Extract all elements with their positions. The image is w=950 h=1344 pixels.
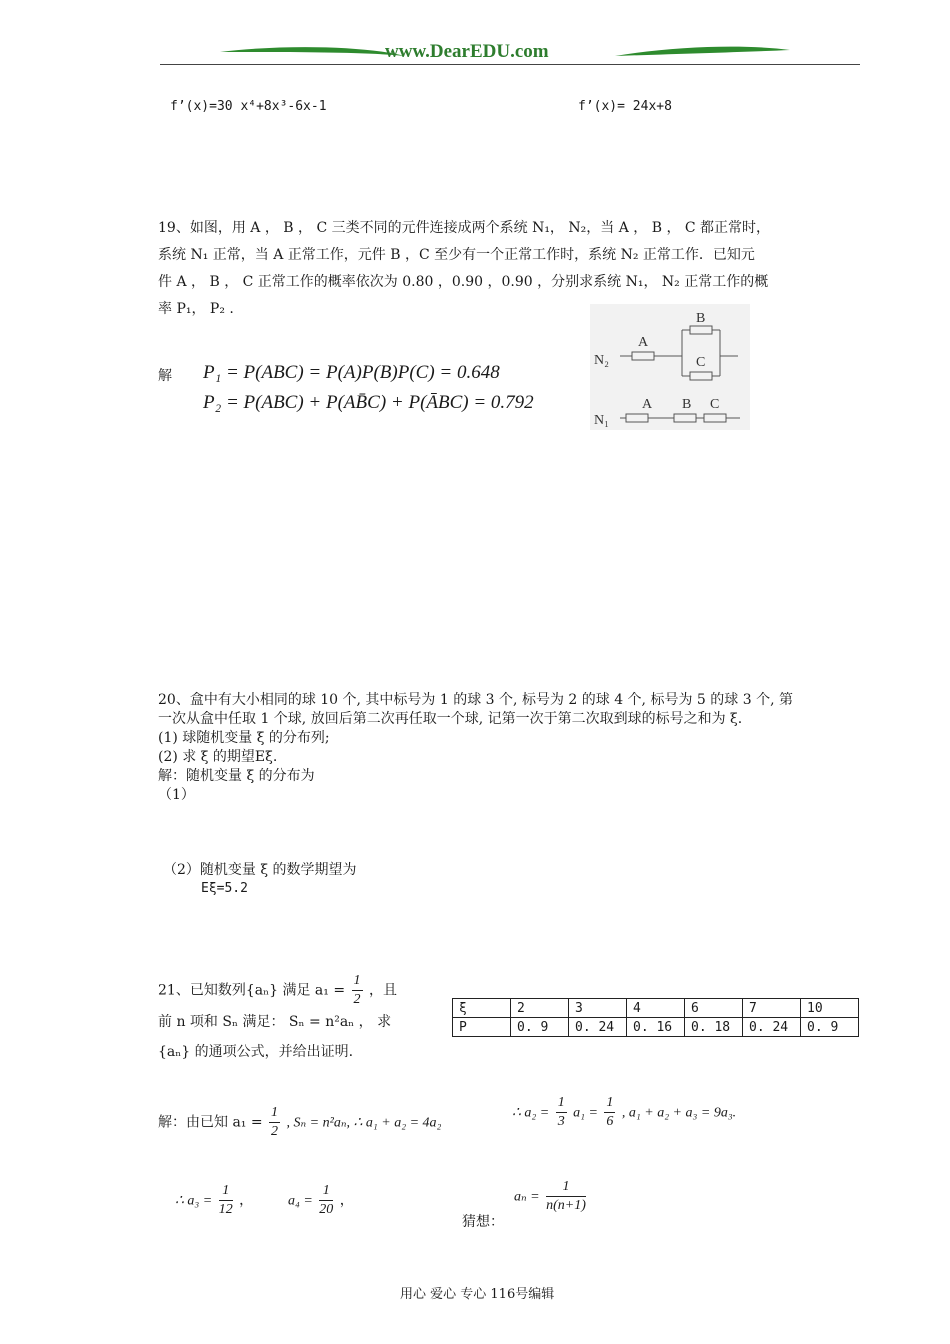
- fraction-one-sixth: [604, 1094, 615, 1131]
- step2-mid: a₁ =: [573, 1105, 598, 1121]
- header-rule: [160, 64, 860, 65]
- q19-line2: 系统 N₁ 正常，当 A 正常工作，元件 B ，C 至少有一个正常工作时，系统 N₂ 正常工作．已知元: [158, 247, 755, 263]
- q21-line2: 前 n 项和 Sₙ 满足： Sₙ = n²aₙ ， 求: [158, 1014, 392, 1030]
- table-cell: 6: [685, 999, 743, 1018]
- q19-line3: 件 A ， B ， C 正常工作的概率依次为 0.80 ，0.90 ，0.90 ，分别求系统 N₁， N₂ 正常工作的概: [158, 274, 769, 290]
- step2-end: , a₁ + a₂ + a₃ = 9a₃.: [621, 1105, 737, 1121]
- frac-num: 1: [604, 1094, 615, 1113]
- frac-num: 1: [319, 1182, 333, 1201]
- frac-num: 1: [352, 972, 363, 991]
- q21-intro-text: 21、已知数列{aₙ} 满足 a₁ =: [158, 982, 346, 999]
- table-cell: 10: [801, 999, 859, 1018]
- frac-den: 6: [606, 1114, 614, 1129]
- q20-line1: 20、盒中有大小相同的球 10 个, 其中标号为 1 的球 3 个, 标号为 2 的球 4 个, 标号为 5 的球 3 个, 第: [158, 692, 793, 708]
- table-cell: 0. 9: [801, 1018, 859, 1037]
- diagram-label-a-bottom: A: [642, 397, 653, 412]
- banner-swoosh-left: [220, 47, 405, 56]
- table-cell: 3: [569, 999, 627, 1018]
- q21-guess: [514, 1178, 588, 1215]
- fraction-one-half: [352, 972, 363, 1009]
- distribution-table: [452, 998, 859, 1037]
- q21-solution-step2: [512, 1094, 736, 1131]
- table-cell: ξ: [453, 999, 511, 1018]
- guess-lhs: aₙ =: [514, 1189, 540, 1205]
- diagram-label-n2: N₂: [594, 353, 609, 368]
- q21-intro-end: ，且: [368, 982, 397, 999]
- table-cell: 0. 18: [685, 1018, 743, 1037]
- q19-eq2: P₂ = P(ABC) + P(AB̄C) + P(ĀBC) = 0.792: [203, 392, 534, 413]
- table-cell: P: [453, 1018, 511, 1037]
- fraction-guess: [546, 1178, 586, 1215]
- fraction-one-half: [269, 1104, 280, 1141]
- q19-solution-label: 解: [158, 368, 172, 384]
- fraction-one-twentieth: [319, 1182, 333, 1219]
- frac-num: 1: [546, 1178, 586, 1197]
- frac-den: 2: [271, 1124, 279, 1139]
- banner-swoosh-right: [615, 47, 790, 56]
- guess-label: 猜想：: [462, 1214, 504, 1230]
- frac-den: 2: [353, 992, 361, 1007]
- frac-den: 20: [319, 1202, 334, 1217]
- deriv-right: f’(x)= 24x+8: [578, 99, 672, 114]
- frac-num: 1: [556, 1094, 567, 1113]
- table-cell: 0. 16: [627, 1018, 685, 1037]
- frac-den: n(n+1): [546, 1198, 586, 1213]
- q20-line4: (2) 求 ξ 的期望Eξ.: [158, 749, 278, 765]
- table-cell: 0. 24: [569, 1018, 627, 1037]
- a3-prefix: ∴ a₃ =: [175, 1193, 213, 1209]
- q20-expectation: Eξ=5.2: [201, 881, 248, 896]
- table-cell: 4: [627, 999, 685, 1018]
- q19-eq1: P₁ = P(ABC) = P(A)P(B)P(C) = 0.648: [203, 362, 500, 383]
- q19-line1: 19、如图，用 A ， B ， C 三类不同的元件连接成两个系统 N₁， N₂，当 A ， B ， C 都正常时，: [158, 220, 771, 236]
- solution-mid: , Sₙ = n²aₙ, ∴ a₁ + a₂ = 4a₂: [286, 1115, 442, 1131]
- circuit-diagram: [590, 304, 750, 430]
- diagram-label-c-top: C: [696, 355, 706, 370]
- q20-line5: 解：随机变量 ξ 的分布为: [158, 768, 315, 784]
- diagram-label-a-top: A: [638, 335, 649, 350]
- fraction-one-third: [556, 1094, 567, 1131]
- q20-line3: (1) 球随机变量 ξ 的分布列;: [158, 730, 330, 746]
- q21-a4: [288, 1182, 354, 1219]
- comma: ，: [339, 1192, 354, 1209]
- table-cell: 7: [743, 999, 801, 1018]
- frac-num: 1: [219, 1182, 233, 1201]
- fraction-one-twelfth: [219, 1182, 233, 1219]
- table-row-probabilities: [453, 1018, 859, 1037]
- q20-line6: （1）: [158, 787, 195, 803]
- site-title: www.DearEDU.com: [385, 41, 549, 62]
- comma: ，: [239, 1192, 254, 1209]
- table-row-values: [453, 999, 859, 1018]
- frac-den: 3: [557, 1114, 565, 1129]
- q21-intro: [158, 972, 397, 1009]
- a4-prefix: a₄ =: [288, 1193, 313, 1209]
- q19-line4: 率 P₁， P₂ .: [158, 301, 234, 317]
- diagram-label-b-bottom: B: [682, 397, 692, 412]
- diagram-label-b-top: B: [696, 311, 706, 326]
- q21-solution-line1: [158, 1104, 441, 1141]
- frac-den: 12: [218, 1202, 233, 1217]
- step2-prefix: ∴ a₂ =: [512, 1105, 550, 1121]
- diagram-label-n1: N₁: [594, 413, 609, 428]
- q21-a3: [175, 1182, 253, 1219]
- frac-num: 1: [269, 1104, 280, 1123]
- table-cell: 0. 24: [743, 1018, 801, 1037]
- table-cell: 2: [511, 999, 569, 1018]
- q21-line3: {aₙ} 的通项公式，并给出证明.: [158, 1044, 354, 1060]
- footer-text: 用心 爱心 专心 116号编辑: [400, 1287, 555, 1302]
- q20-line2: 一次从盒中任取 1 个球, 放回后第二次再任取一个球, 记第一次于第二次取到球的标号之和为 ξ.: [158, 711, 743, 727]
- deriv-left: f’(x)=30 x⁴+8x³-6x-1: [170, 99, 327, 114]
- diagram-label-c-bottom: C: [710, 397, 720, 412]
- table-cell: 0. 9: [511, 1018, 569, 1037]
- q20-line7: （2）随机变量 ξ 的数学期望为: [163, 862, 357, 878]
- solution-prefix: 解：由已知 a₁ =: [158, 1114, 263, 1131]
